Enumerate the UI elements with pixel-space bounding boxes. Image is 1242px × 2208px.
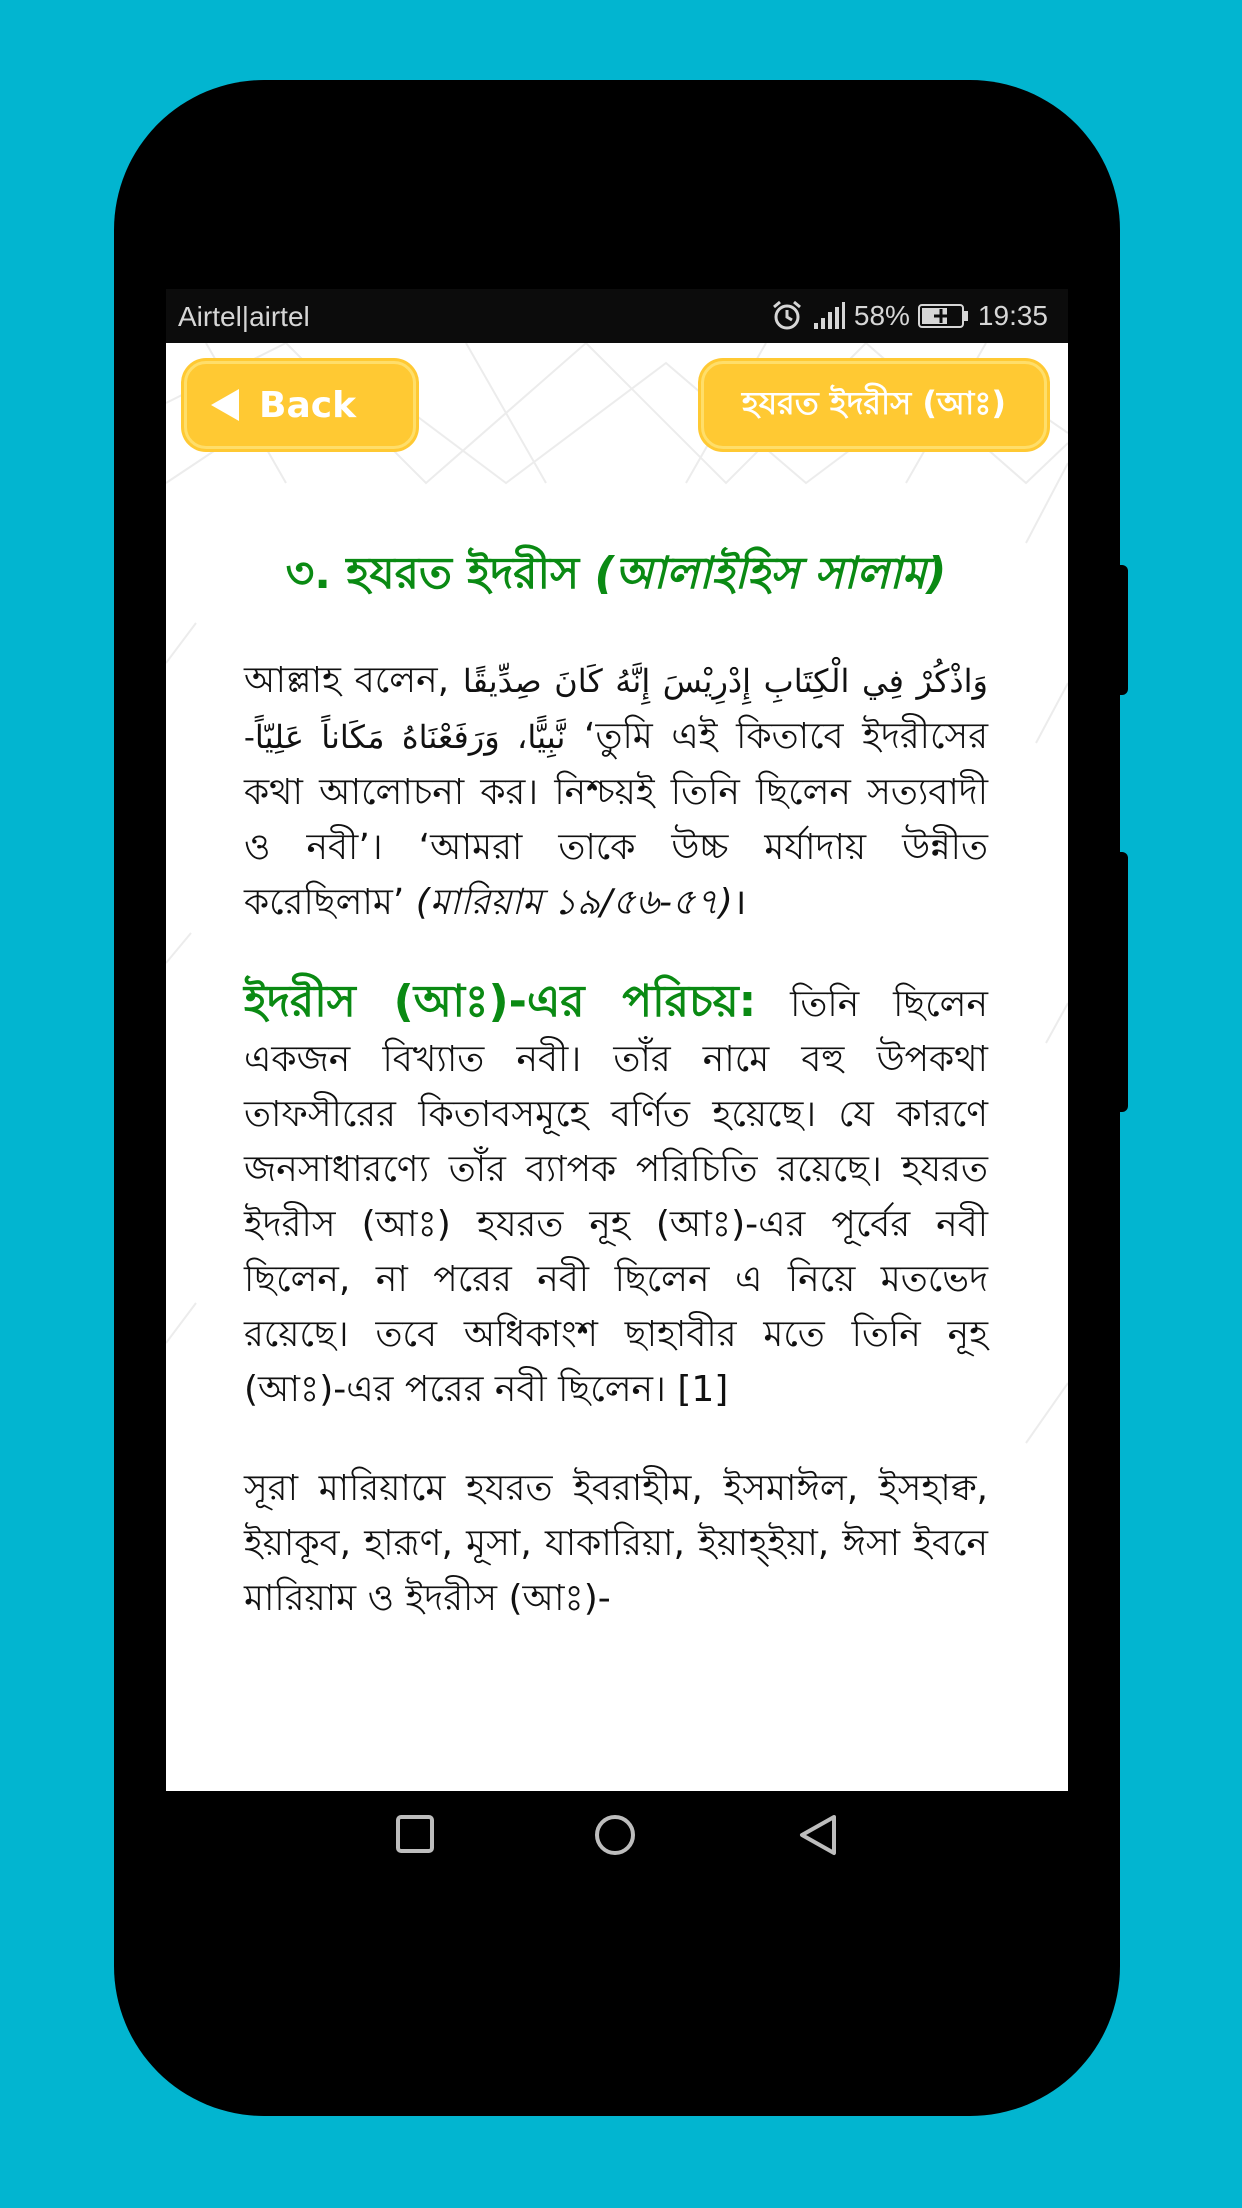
status-bar [166,289,1068,343]
chapter-title-label: হযরত ইদরীস (আঃ) [741,384,1007,422]
recents-icon[interactable] [394,1813,436,1855]
alarm-icon [770,299,804,333]
carrier-name: Airtel|airtel [178,301,310,332]
status-icons [770,299,1048,333]
heading-italic: (আলাইহিস সালাম) [594,548,947,599]
chapter-title-button[interactable] [701,361,1047,449]
back-button[interactable] [184,361,416,449]
p1-text: ‘তুমি এই কিতাবে ইদরীসের কথা আলোচনা কর। নিশ্চয়ই তিনি ছিলেন সত্যবাদী ও নবী’। ‘আমরা তাকে উচ্চ মর্যাদায় উন্নীত করেছিলাম’ [244,716,989,923]
clock: 19:35 [977,300,1048,331]
battery-percent: 58% [853,300,910,331]
p1-intro: আল্লাহ বলেন, [244,660,463,701]
battery-charging-icon [918,303,970,329]
arabic-verse: وَاذْكُرْ فِي الْكِتَابِ إِدْرِيْسَ إِنَّهُ كَانَ صِدِّيقًا نَّبِيًّا، وَرَفَعْنَاهُ مَكَاناً عَلِيّاً- [244,662,988,756]
back-arrow-icon [209,387,241,423]
paragraph-3 [244,1461,988,1626]
p2-heading: ইদরীস (আঃ)-এর পরিচয়: [244,976,757,1027]
navigation-bar [166,1791,1068,1881]
paragraph-2 [244,974,988,1417]
p2-text: তিনি ছিলেন একজন বিখ্যাত নবী। তাঁর নামে বহু উপকথা তাফসীরের কিতাবসমূহে বর্ণিত হয়েছে। যে কারণে জনসাধারণ্যে তাঁর ব্যাপক পরিচিতি রয়েছে। হযরত ইদরীস (আঃ) হযরত নূহ (আঃ)-এর পূর্বের নবী ছিলেন, না পরের নবী ছিলেন এ নিয়ে মতভেদ রয়েছে। তবে অধিকাংশ ছাহাবীর মতে তিনি নূহ (আঃ)-এর পরের নবী ছিলেন। [1] [244,984,988,1410]
power-button [1118,565,1128,695]
volume-button [1118,852,1128,1112]
heading-plain: ৩. হযরত ইদরীস [285,548,595,599]
article-body [244,539,988,1670]
p1-end: । [732,882,747,923]
back-button-label: Back [259,384,357,426]
paragraph-1 [244,653,988,930]
back-nav-icon[interactable] [798,1813,838,1857]
signal-icon [812,301,846,331]
p3-text: সূরা মারিয়ামে হযরত ইবরাহীম, ইসমাঈল, ইসহাক্ব, ইয়াকূব, হারূণ, মূসা, যাকারিয়া, ইয়াহ্ইয়া, ঈসা ইবনে মারিয়াম ও ইদরীস (আঃ)- [244,1468,988,1619]
app-content [166,343,1068,1791]
screen [166,289,1068,1881]
p1-reference: (মারিয়াম ১৯/৫৬-৫৭) [415,882,733,923]
article-heading [244,539,988,609]
home-icon[interactable] [593,1813,637,1857]
